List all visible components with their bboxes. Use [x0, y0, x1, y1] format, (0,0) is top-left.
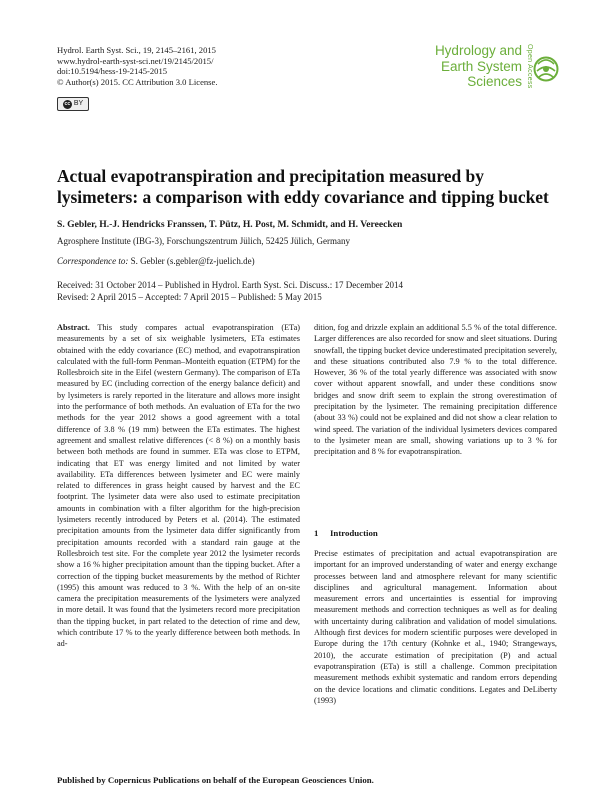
correspondence-label: Correspondence to:	[57, 256, 129, 266]
cc-license-badge	[57, 97, 89, 111]
license-line: © Author(s) 2015. CC Attribution 3.0 License.	[57, 76, 218, 87]
section-number: 1	[314, 528, 319, 538]
affiliation: Agrosphere Institute (IBG-3), Forschungszentrum Jülich, 52425 Jülich, Germany	[57, 236, 350, 246]
author-list: S. Gebler, H.-J. Hendricks Franssen, T. Pütz, H. Post, M. Schmidt, and H. Vereecken	[57, 219, 403, 230]
journal-citation-block	[57, 45, 218, 87]
section-title: Introduction	[330, 528, 378, 538]
citation-line: Hydrol. Earth Syst. Sci., 19, 2145–2161, 2015	[57, 45, 216, 55]
article-title: Actual evapotranspiration and precipitation measured by lysimeters: a comparison with eddy covariance and tipping bucket	[57, 166, 549, 207]
journal-name	[412, 43, 522, 90]
publication-dates	[57, 280, 403, 303]
egu-logo-icon	[532, 44, 560, 94]
correspondence-contact[interactable]: S. Gebler (s.gebler@fz-juelich.de)	[128, 256, 255, 266]
doi-line: doi:10.5194/hess-19-2145-2015	[57, 66, 168, 77]
journal-name-line: Sciences	[467, 74, 522, 89]
abstract-text: This study compares actual evapotranspiration (ETa) measurements by a set of six weighable lysimeters, ETa estimates obtained with the eddy covariance (EC) method, and evapotranspiration calculated with the full-form Penman–Monteith equation (ETPM) for the Rollesbroich site in the Eifel (western Germany). The comparison of ETa measured by EC (including correction of the energy balance deficit) and by lysimeters is rarely reported in the literature and allows more insight into the performance of both methods. An evaluation of ETa for the two methods for the year 2012 shows a good agreement with a total difference of 3.8 % (19 mm) between the ETa estimates. The highest agreement and smallest relative differences (< 8 %) on a monthly basis between both methods are found in summer. ETa was close to ETPM, indicating that ET was energy limited and not limited by water availability. ETa differences between lysimeter and EC were mainly related to differences in grass height caused by harvest and the EC footprint. The lysimeter data were also used to estimate precipitation amounts in combination with a filter algorithm for the high-precision lysimeters recently introduced by Peters et al. (2014). The estimated precipitation amounts from the lysimeter data differ significantly from precipitation amounts recorded with a standard rain gauge at the Rollesbroich test site. For the complete year 2012 the lysimeter records show a 16 % higher precipitation amount than the tipping bucket. After a correction of the tipping bucket measurements by the method of Richter (1995) this amount was reduced to 3 %. With the help of an on-site camera the precipitation measurements of the lysimeters were analyzed in more detail. It was found that the lysimeters record more precipitation than the tipping bucket, in part related to the detection of rime and dew, which contribute 17 % to the yearly difference between both methods. In ad-	[57, 323, 300, 649]
open-access-label: Open Access	[526, 44, 533, 89]
publisher-footer: Published by Copernicus Publications on behalf of the European Geosciences Union.	[57, 775, 374, 785]
correspondence	[57, 256, 255, 266]
journal-name-line: Hydrology and	[434, 43, 522, 58]
cc-by-label: BY	[73, 100, 84, 107]
dates-line: Received: 31 October 2014 – Published in Hydrol. Earth Syst. Sci. Discuss.: 17 December 2014	[57, 280, 403, 290]
introduction-text: Precise estimates of precipitation and actual evapotranspiration are important for an improved understanding of water and energy exchange processes between land and atmosphere relevant for many scientific disciplines and agricultural management. Information about measurement errors and uncertainties is essential for improving measurement methods and correction techniques as well as for dealing with uncertainty during calibration and validation of model simulations. Although first devices for modern scientific purposes were developed in Europe during the 17th century (Kohnke et al., 1940; Strangeways, 2010), the accurate estimation of precipitation (P) and actual evapotranspiration (ETa) is still a challenge. Common precipitation measurement methods exhibit systematic and random errors depending on the device locations and climatic conditions. Legates and DeLiberty (1993)	[314, 549, 557, 705]
abstract-label: Abstract.	[57, 323, 90, 332]
abstract-right-column: dition, fog and drizzle explain an additional 5.5 % of the total difference. Larger differences are also recorded for snow and sleet situations. During snowfall, the tipping bucket device underestimated precipitation severely, and these situations contributed also 7.9 % to the total difference. However, 36 % of the total yearly difference was associated with snow cover without apparent snowfall, and under these conditions snow bridges and snow drift seem to explain the strong overestimation of precipitation by the lysimeter. The remaining precipitation difference (about 33 %) could not be explained and did not show a clear relation to wind speed. The variation of the individual lysimeters devices compared to the lysimeter mean are small, showing variations up to 3 % for precipitation and 8 % for evapotranspiration.	[314, 323, 557, 457]
journal-name-line: Earth System	[440, 58, 522, 74]
dates-line: Revised: 2 April 2015 – Accepted: 7 April 2015 – Published: 5 May 2015	[57, 291, 322, 302]
abstract-left-column	[57, 322, 300, 650]
section-heading-introduction	[314, 528, 378, 538]
article-url-link[interactable]: www.hydrol-earth-syst-sci.net/19/2145/2015/	[57, 55, 214, 66]
cc-icon: cc	[64, 100, 71, 107]
